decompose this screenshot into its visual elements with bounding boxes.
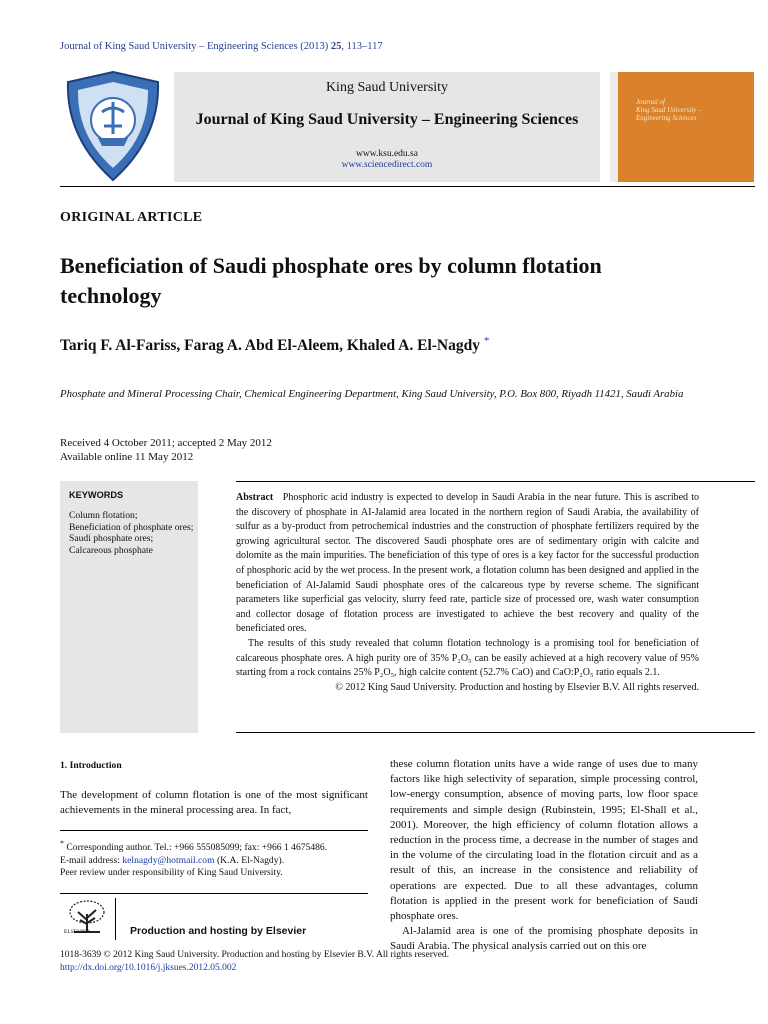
abstract-paragraph (236, 491, 699, 637)
abstract-bottom-rule (236, 732, 755, 733)
footnote-star: * (60, 839, 64, 848)
author-list (60, 335, 489, 355)
section-heading: 1. Introduction (60, 760, 122, 771)
king-saud-university-logo (60, 68, 166, 184)
cover-line: King Saud University – (636, 106, 702, 114)
journal-reference-prefix: Journal of King Saud University – Engineering Sciences (2013) (60, 41, 331, 52)
footnote-bottom-rule (60, 893, 368, 894)
journal-reference (60, 41, 383, 52)
cover-line: Engineering Sciences (636, 114, 697, 122)
online-date: Available online 11 May 2012 (60, 451, 194, 463)
intro-paragraph: Al-Jalamid area is one of the promising phosphate deposits in Saudi Arabia. The physical analysis carried out on this ore (390, 925, 698, 953)
keyword-item: Saudi phosphate ores; (69, 533, 154, 545)
keywords-heading: KEYWORDS (69, 490, 124, 500)
journal-volume: 25 (330, 41, 342, 52)
journal-cover-text (636, 98, 702, 122)
keyword-item: Calcareous phosphate (69, 544, 153, 556)
article-dates (60, 436, 272, 464)
university-name: King Saud University (325, 80, 449, 95)
issn-copyright: 1018-3639 © 2012 King Saud University. Production and hosting by Elsevier B.V. All rights reserved. (60, 950, 450, 960)
intro-paragraph: these column flotation units have a wide range of uses due to many factors like high selectivity of separation, simple processing control, low-energy consumption, absence of moving parts, low floor space requirements and simple design (Rubinstein, 1995; El-Shall et al., 2001). Moreover, the high efficiency of column flotation allows a reduction in the process time, a decrease in the number of stages and in the volume of the circulating load in the flotation circuit and as a result of this, an increase in the consistence and reliability of operations are expected. Due to all these advantages, column flotation is applied in the present work for beneficiation of Saudi phosphate ores. (390, 758, 698, 923)
received-date: Received 4 October 2011; accepted 2 May 2012 (60, 437, 272, 449)
affiliation: Phosphate and Mineral Processing Chair, Chemical Engineering Department, King Saud University, P.O. Box 800, Riyadh 11421, Saudi Arabia (60, 388, 684, 400)
cover-line: Journal of (636, 98, 665, 106)
header-divider (60, 186, 755, 187)
email-link[interactable]: kelnagdy@hotmail.com (122, 854, 215, 866)
journal-cover-image (618, 72, 754, 182)
footnote (60, 838, 368, 879)
article-title: Beneficiation of Saudi phosphate ores by column flotation technology (60, 253, 602, 308)
email-line (60, 855, 368, 867)
article-type: ORIGINAL ARTICLE (60, 210, 203, 225)
keyword-item: Column flotation; (69, 510, 138, 521)
abstract (236, 491, 699, 695)
journal-title: Journal of King Saud University – Engineering Sciences (195, 111, 579, 128)
corresponding-author-marker[interactable]: * (483, 335, 490, 347)
email-label: E-mail address: (60, 854, 123, 866)
doi-link[interactable]: http://dx.doi.org/10.1016/j.jksues.2012.05.002 (60, 963, 237, 973)
intro-left-text: The development of column flotation is one of the most significant achievements in the mineral processing area. In fact, (60, 789, 368, 817)
abstract-copyright: © 2012 King Saud University. Production and hosting by Elsevier B.V. All rights reserved. (335, 681, 699, 693)
abstract-text: Phosphoric acid industry is expected to develop in Saudi Arabia in the near future. This is ascribed to the discovery of phosphate in AI-Jalamid area located in the northern region of Saudi Arabia, the availability of sulfur as a by-product from petrochemical industries and the construction of phosphate fertilizers required by the growing agricultural sector. The discovered Saudi phosphate ores are of sedimentary origin with calcite and dolomite as the main impurities. The beneficiation of this type of ores is a key factor for the successful production of phosphoric acid by the wet process. In the present work, a flotation column has been designed and applied in the beneficiation of Al-Jalamid Saudi phosphate ores of the calcareous type by reverse scheme. The significant parameters like superficial gas velocity, slurry feed rate, particle size of processed ore, wash water consumption and collector dosage of flotation process are investigated to achieve the best recovery and quality of the beneficiated ores. (236, 492, 700, 635)
abstract-label: Abstract (236, 492, 274, 503)
elsevier-hosting-text: Production and hosting by Elsevier (130, 925, 307, 937)
keywords-list (69, 510, 194, 556)
corresponding-author-note (60, 838, 368, 855)
corresponding-author-text: Corresponding author. Tel.: +966 555085099; fax: +966 1 4675486. (66, 842, 328, 854)
abstract-top-rule (236, 481, 755, 482)
elsevier-label: ELSEVIER (64, 929, 90, 935)
journal-pages: , 113–117 (341, 41, 383, 52)
peer-review-note: Peer review under responsibility of King Saud University. (60, 867, 283, 878)
abstract-paragraph: The results of this study revealed that column flotation technology is a promising tool for beneficiation of calcareous phosphate ores. A high purity ore of 35% P₂O₅ can be easily achieved at a high recovery value of 95% starting from a rock contains 25% P₂O₅, high calcite content (52.7% CaO) and CaO:P₂O₅ ratio equals 2.1. (236, 637, 699, 679)
ksu-link[interactable]: www.ksu.edu.sa (356, 149, 418, 159)
sciencedirect-link[interactable]: www.sciencedirect.com (341, 160, 433, 170)
intro-right-text (390, 757, 698, 955)
keyword-item: Beneficiation of phosphate ores; (69, 521, 194, 533)
elsevier-divider (115, 898, 116, 940)
authors-text: Tariq F. Al-Fariss, Farag A. Abd El-Aleem, Khaled A. El-Nagdy (60, 337, 480, 355)
footnote-rule (60, 830, 368, 831)
email-suffix: (K.A. El-Nagdy). (214, 854, 285, 866)
